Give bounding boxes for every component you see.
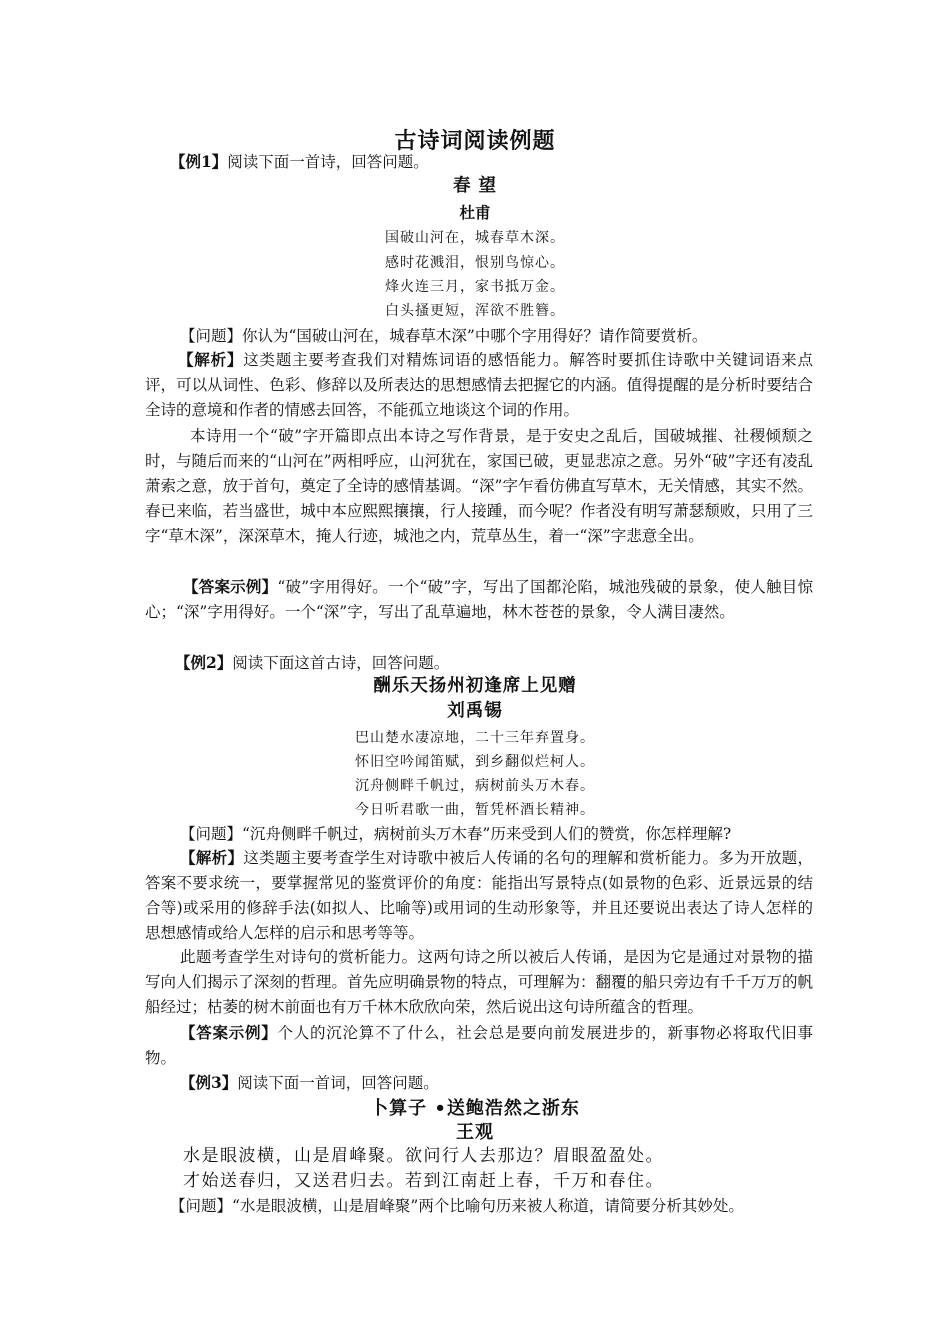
- example-1-tag: 【例1】: [170, 152, 228, 171]
- answer-1-tag: 【答案示例】: [183, 577, 278, 596]
- analysis-2-tag: 【解析】: [180, 848, 244, 867]
- example-3-prompt-text: 阅读下面一首词，回答问题。: [237, 1074, 439, 1092]
- example-2-prompt-text: 阅读下面这首古诗，回答问题。: [232, 654, 450, 672]
- example-1-analysis: [145, 347, 813, 423]
- poem-3-author: 王观: [456, 1122, 494, 1143]
- poem-2-author: 刘禹锡: [447, 701, 503, 721]
- poem-1-title: 春 望: [452, 176, 498, 196]
- poem-1-line: 白头搔更短，浑欲不胜簪。: [385, 303, 565, 319]
- poem-2-line: 今日听君歌一曲，暂凭杯酒长精神。: [355, 802, 595, 818]
- answer-2-text: 个人的沉沦算不了什么，社会总是要向前发展进步的，新事物必将取代旧事物。: [145, 1024, 813, 1067]
- poem-2-line: 沉舟侧畔千帆过，病树前头万木春。: [355, 778, 595, 794]
- poem-2-line: 巴山楚水凄凉地，二十三年弃置身。: [355, 730, 595, 746]
- poem-3-line: 水是眼波横，山是眉峰聚。欲问行人去那边？眉眼盈盈处。: [183, 1146, 664, 1166]
- answer-2-tag: 【答案示例】: [180, 1023, 278, 1042]
- example-2-tag: 【例2】: [175, 653, 233, 672]
- poem-1-author: 杜甫: [459, 203, 491, 222]
- page-title: 古诗词阅读例题: [394, 128, 556, 154]
- poem-1-line: 感时花溅泪，恨别鸟惊心。: [385, 255, 565, 271]
- example-1-question: 【问题】你认为“国破山河在，城春草木深”中哪个字用得好？请作简要赏析。: [180, 327, 708, 345]
- example-1-prompt-text: 阅读下面一首诗，回答问题。: [227, 153, 429, 171]
- example-2-question: 【问题】“沉舟侧畔千帆过，病树前头万木春”历来受到人们的赞赏，你怎样理解?: [180, 825, 732, 843]
- poem-3-title: 卜算子 •送鲍浩然之浙东: [370, 1098, 580, 1119]
- example-2-answer: [145, 1020, 813, 1071]
- poem-1-line: 烽火连三月，家书抵万金。: [385, 279, 565, 295]
- poem-3-line: 才始送春归，又送君归去。若到江南赶上春，千万和春住。: [183, 1171, 664, 1191]
- example-2-prompt: [175, 655, 449, 672]
- example-1-discussion: 本诗用一个“破”字开篇即点出本诗之写作背景，是于安史之乱后，国破城摧、社稷倾颓之时，与随后而来的“山河在”两相呼应，山河犹在，家国已破，更显悲凉之意。另外“破”字还有凌乱萧索之意，放于首句，奠定了全诗的感情基调。“深”字乍看仿佛直写草木，无关情感，其实不然。春已来临，若当盛世，城中本应熙熙攘攘，行人接踵，而今呢？作者没有明写萧瑟颓败，只用了三字“草木深”，深深草木，掩人行迹，城池之内，荒草丛生，着一“深”字悲意全出。: [145, 427, 813, 545]
- poem-2-line: 怀旧空吟闻笛赋，到乡翻似烂柯人。: [355, 754, 595, 770]
- example-2-discussion: 此题考查学生对诗句的赏析能力。这两句诗之所以被后人传诵，是因为它是通过对景物的描写向人们揭示了深刻的哲理。首先应明确景物的特点，可理解为：翻覆的船只旁边有千千万万的帆船经过；枯萎的树木前面也有万千林木欣欣向荣，然后说出这句诗所蕴含的哲理。: [145, 948, 813, 1016]
- example-2-analysis: [145, 845, 813, 946]
- example-1-answer: [145, 574, 813, 625]
- poem-2-title: 酬乐天扬州初逢席上见赠: [373, 676, 577, 696]
- example-3-tag: 【例3】: [180, 1073, 238, 1092]
- example-1-prompt: [170, 154, 429, 171]
- analysis-2-text: 这类题主要考查学生对诗歌中被后人传诵的名句的理解和赏析能力。多为开放题，答案不要求统一，要掌握常见的鉴赏评价的角度：能指出写景特点(如景物的色彩、近景远景的结合等)或采用的修辞手法(如拟人、比喻等)或用词的生动形象等，并且还要说出表达了诗人怎样的思想感情或给人怎样的启示和思考等等。: [145, 849, 813, 942]
- answer-1-text: “破”字用得好。一个“破”字，写出了国都沦陷，城池残破的景象，使人触目惊心；“深”字用得好。一个“深”字，写出了乱草遍地，林木苍苍的景象，令人满目凄然。: [145, 578, 813, 621]
- poem-1-line: 国破山河在，城春草木深。: [385, 230, 565, 246]
- example-3-prompt: [180, 1075, 439, 1092]
- analysis-1-tag: 【解析】: [178, 350, 244, 369]
- analysis-1-text: 这类题主要考查我们对精炼词语的感悟能力。解答时要抓住诗歌中关键词语来点评，可以从词性、色彩、修辞以及所表达的思想感情去把握它的内涵。值得提醒的是分析时要结合全诗的意境和作者的情感去回答，不能孤立地谈这个词的作用。: [145, 351, 813, 419]
- example-3-question: 【问题】“水是眼波横，山是眉峰聚”两个比喻句历来被人称道，请简要分析其妙处。: [170, 1197, 744, 1215]
